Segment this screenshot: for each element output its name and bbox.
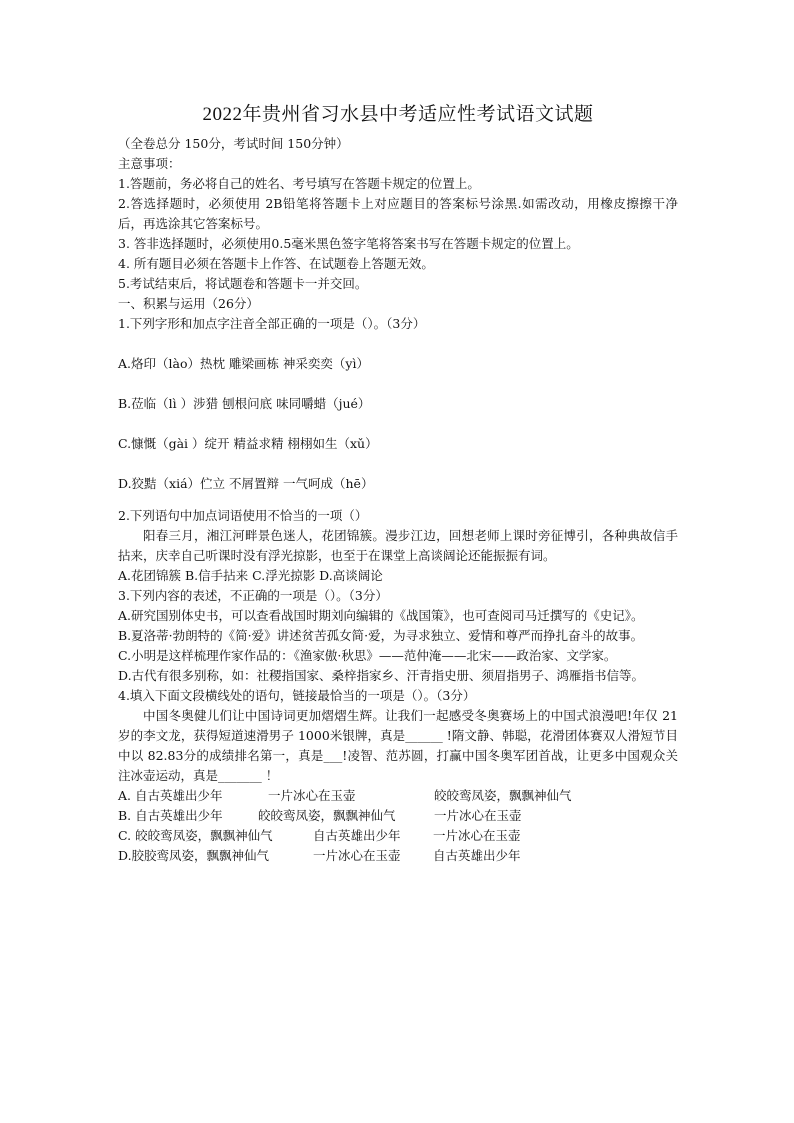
section-heading: 一、积累与运用（26分） (118, 296, 259, 311)
notice-item: 4. 所有题目必须在答题卡上作答、在试题卷上答题无效。 (118, 256, 434, 271)
question-2-passage: 阳春三月，湘江河畔景色迷人，花团锦簇。漫步江边，回想老师上课时旁征博引，各种典故信手拈来，庆幸自己听课时没有浮光掠影，也至于在课堂上高谈阔论还能振振有词。 (118, 528, 678, 563)
question-3-option-a: A.研究国别体史书，可以查看战国时期刘向编辑的《战国策》，也可查阅司马迁撰写的《史记》。 (118, 608, 644, 623)
question-2-stem: 2.下列语句中加点词语使用不恰当的一项（） (118, 508, 368, 523)
option-part: 一片冰心在玉壶 (433, 828, 521, 843)
option-part: D.胶胶鸾凤姿，飘飘神仙气 (118, 848, 270, 863)
notice-item: 1.答题前，务必将自己的姓名、考号填写在答题卡规定的位置上。 (118, 176, 480, 191)
question-1-option-c: C.慷慨（gài ）绽开 精益求精 栩栩如生（xǔ） (118, 436, 378, 451)
question-3-option-d: D.古代有很多别称，如：社稷指国家、桑梓指家乡、汗青指史册、须眉指男子、鸿雁指书信等。 (118, 668, 645, 683)
question-4-option-c (118, 826, 678, 846)
option-part: 自古英雄出少年 (433, 848, 521, 863)
question-1-stem: 1.下列字形和加点字注音全部正确的一项是（）。（3分） (118, 316, 426, 331)
option-part: A. 自古英雄出少年 (118, 788, 223, 803)
notice-item: 5.考试结束后，将试题卷和答题卡一并交回。 (118, 276, 368, 291)
question-4-option-d (118, 846, 678, 866)
option-part: C. 皎皎鸾凤姿，飘飘神仙气 (118, 828, 273, 843)
question-4-option-b (118, 806, 678, 826)
question-2-options: A.花团锦簇 B.信手拈来 C.浮光掠影 D.高谈阔论 (118, 568, 383, 583)
question-1-option-d: D.狡黠（xiá）伫立 不屑置辩 一气呵成（hē） (118, 476, 374, 491)
option-part: 皎皎鸾凤姿，飘飘神仙气 (434, 788, 572, 803)
notice-heading: 主意事项： (118, 156, 181, 171)
question-4-option-a (118, 786, 678, 806)
question-3-option-b: B.夏洛蒂·勃朗特的《简·爱》讲述贫苦孤女简·爱，为寻求独立、爱情和尊严而挣扎奋斗的故事。 (118, 628, 644, 643)
question-4-passage: 中国冬奥健儿们让中国诗词更加熠熠生辉。让我们一起感受冬奥赛场上的中国式浪漫吧!年仅 21岁的李文龙，获得短道速滑男子 1000米银牌，真是______ !隋文静、韩聪，花滑团体赛双人滑短节目中以 82.83分的成绩排名第一，真是___!凌智、范苏圆，打赢中国冬奥军团首战，让更多中国观众关注冰壶运动，真是_______ ！ (118, 708, 678, 783)
option-part: 自古英雄出少年 (313, 828, 401, 843)
question-3-option-c: C.小明是这样梳理作家作品的：《渔家傲·秋思》——范仲淹——北宋——政治家、文学家。 (118, 648, 617, 663)
notice-item: 3. 答非选择题时，必须使用0.5毫米黑色签字笔将答案书写在答题卡规定的位置上。 (118, 236, 579, 251)
option-part: 一片冰心在玉壶 (434, 808, 522, 823)
notice-item: 2.答选择题时，必须使用 2B铅笔将答题卡上对应题目的答案标号涂黑.如需改动，用橡皮擦擦干净后，再选涂其它答案标号。 (118, 196, 678, 231)
option-part: B. 自古英雄出少年 (118, 808, 223, 823)
exam-title: 2022年贵州省习水县中考适应性考试语文试题 (202, 104, 594, 125)
option-part: 一片冰心在玉壶 (313, 848, 401, 863)
question-4-stem: 4.填入下面文段横线处的语句，链接最恰当的一项是（）。（3分） (118, 688, 476, 703)
exam-subtitle: （全卷总分 150分，考试时间 150分钟） (118, 136, 349, 151)
question-1-option-b: B.莅临（lì ）涉猎 刨根问底 味同嚼蜡（jué） (118, 396, 371, 411)
option-part: 一片冰心在玉壶 (268, 788, 356, 803)
exam-page (118, 98, 678, 866)
question-3-stem: 3.下列内容的表述，不正确的一项是（）。（3分） (118, 588, 388, 603)
option-part: 皎皎鸾凤姿，飘飘神仙气 (258, 808, 396, 823)
question-1-option-a: A.烙印（lào）热枕 雕梁画栋 神采奕奕（yì） (118, 356, 369, 371)
